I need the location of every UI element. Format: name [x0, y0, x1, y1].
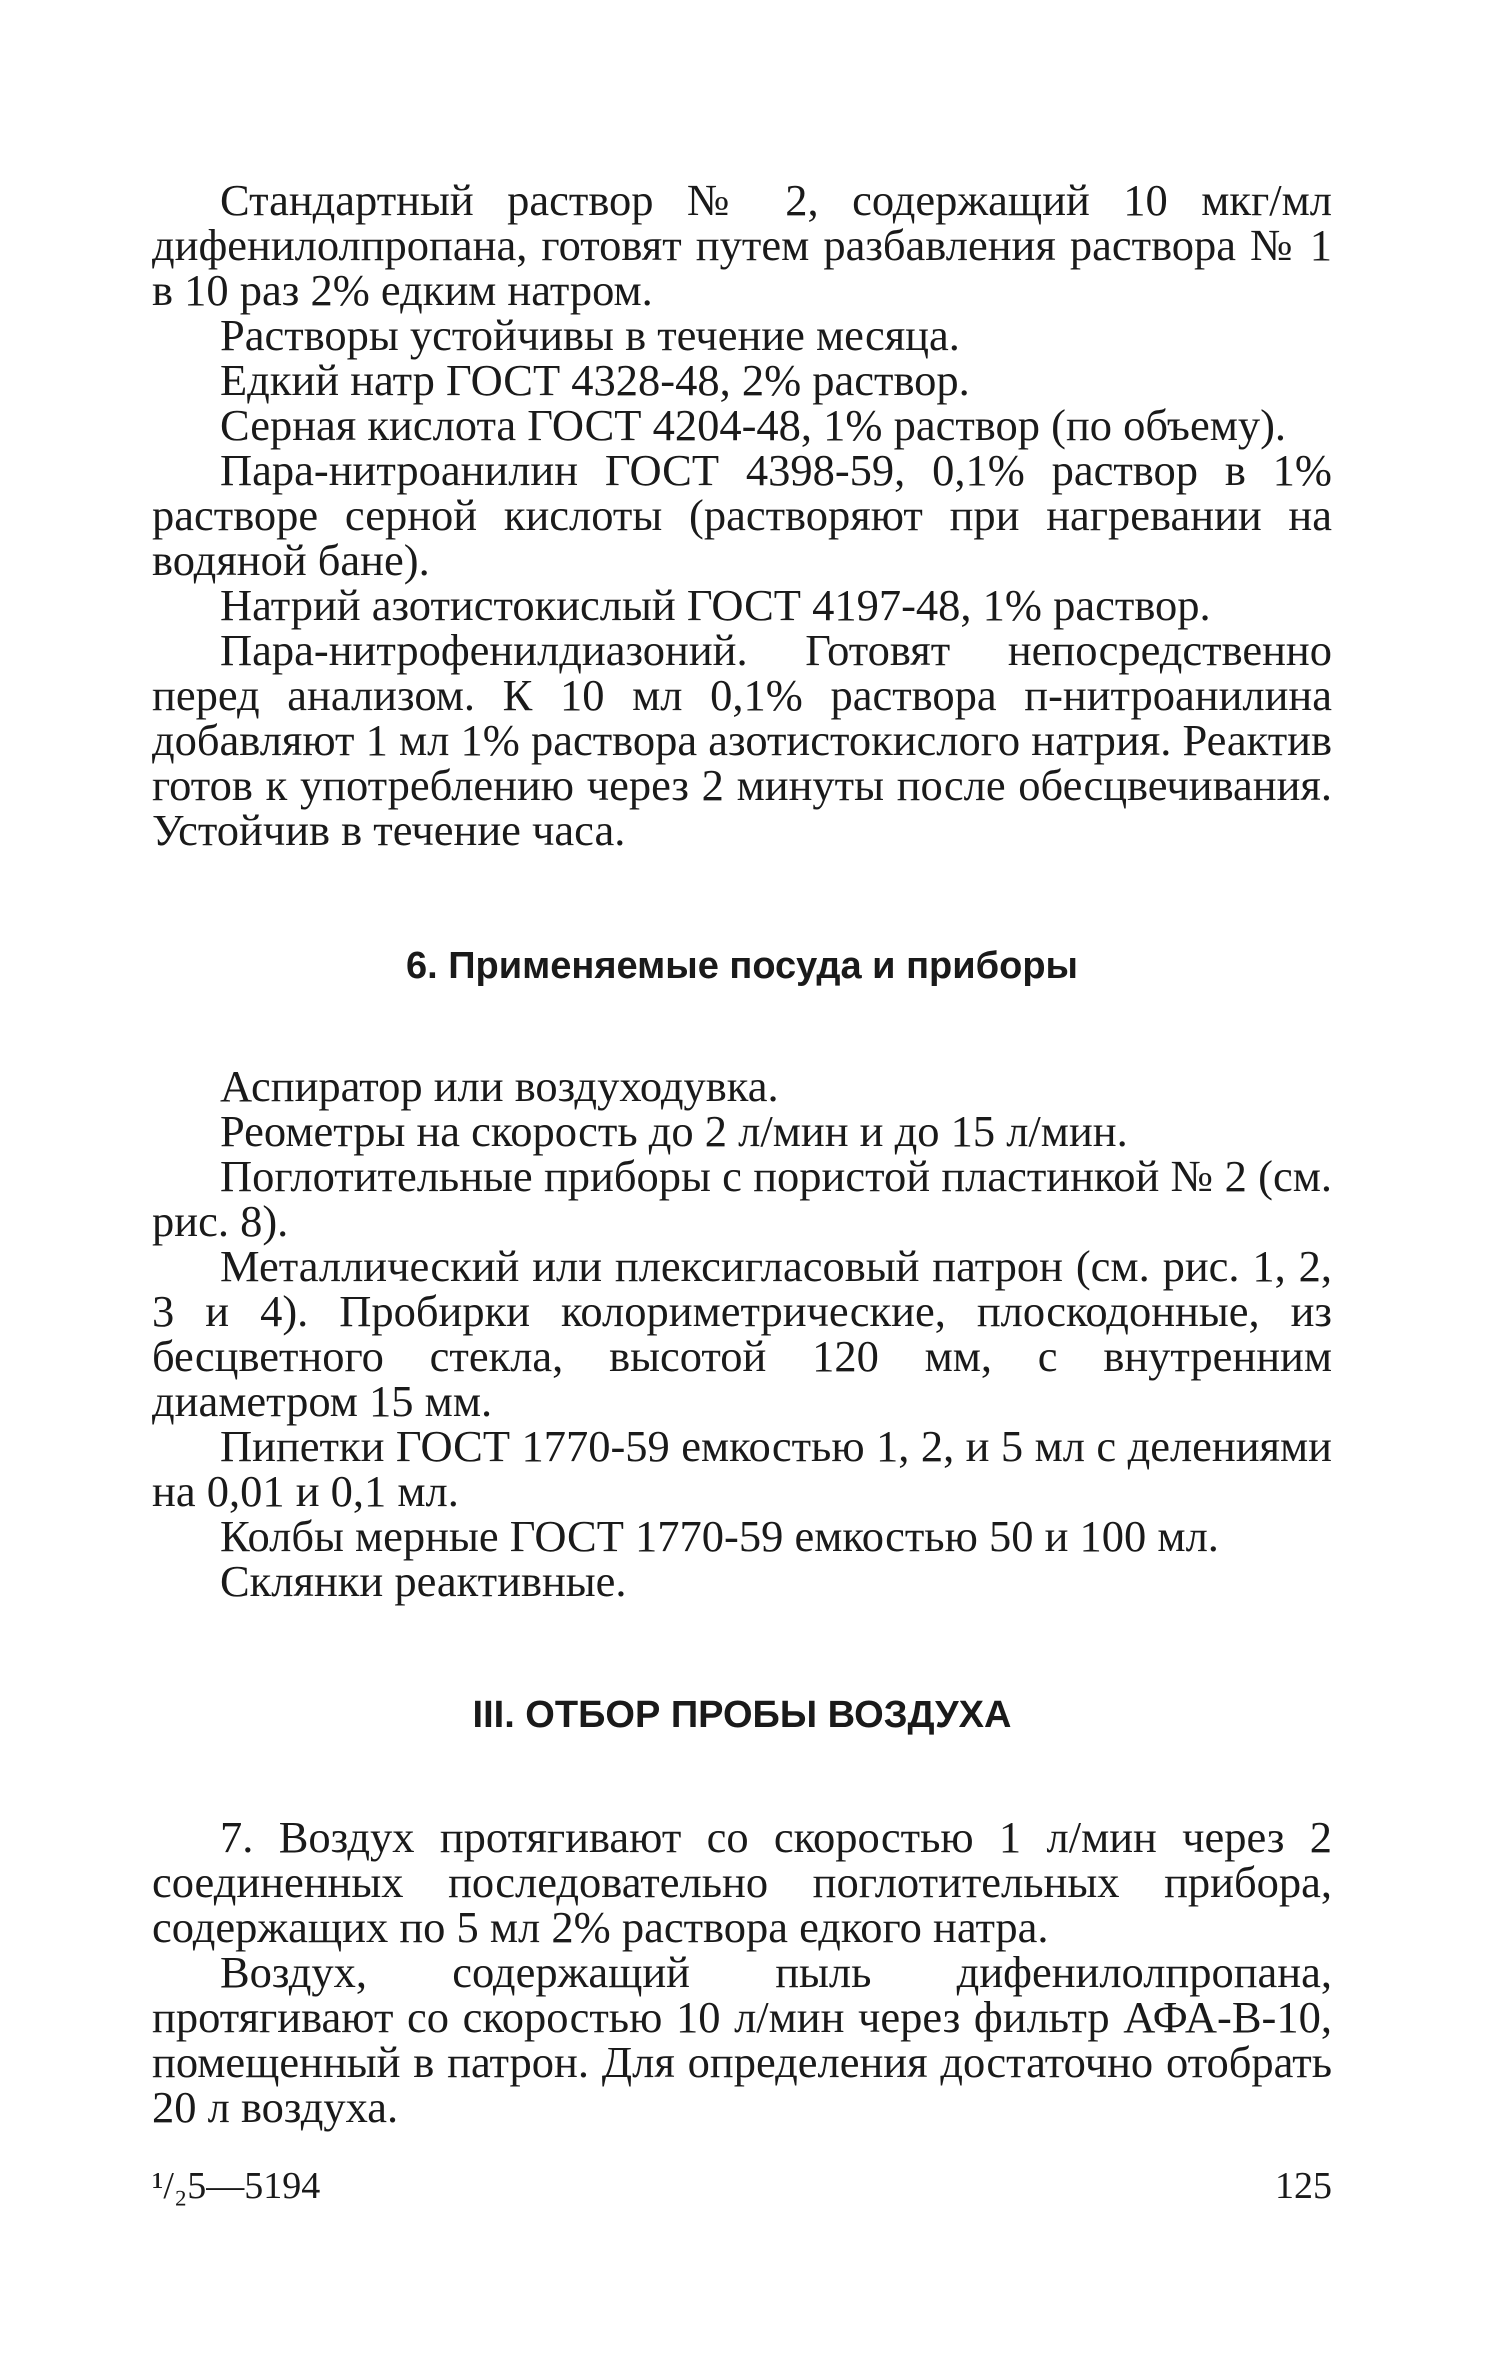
- paragraph: Поглотительные приборы с пористой пластинкой № 2 (см. рис. 8).: [152, 1151, 1332, 1246]
- print-signature: ¹/₂5—5194: [152, 2165, 321, 2207]
- paragraph: Натрий азотистокислый ГОСТ 4197-48, 1% раствор.: [220, 580, 1211, 630]
- paragraph: Аспиратор или воздуходувка.: [220, 1061, 779, 1111]
- page-content: [152, 175, 1332, 2132]
- paragraph: Пара-нитрофенилдиазоний. Готовят непосредственно перед анализом. К 10 мл 0,1% раствора п-нитроанилина добавляют 1 мл 1% раствора азотистокислого натрия. Реактив готов к употреблению через 2 минуты после обесцвечивания. Устойчив в течение часа.: [152, 625, 1332, 855]
- section-title-6: 6. Применяемые посуда и приборы: [406, 945, 1078, 987]
- section-title-iii: III. ОТБОР ПРОБЫ ВОЗДУХА: [472, 1694, 1012, 1736]
- paragraph: Колбы мерные ГОСТ 1770-59 емкостью 50 и 100 мл.: [220, 1511, 1219, 1561]
- paragraph: Металлический или плексигласовый патрон (см. рис. 1, 2, 3 и 4). Пробирки колориметрические, плоскодонные, из бесцветного стекла, высотой 120 мм, с внутренним диаметром 15 мм.: [152, 1241, 1332, 1426]
- paragraph: Воздух, содержащий пыль дифенилолпропана, протягивают со скоростью 10 л/мин через фильтр АФА-В-10, помещенный в патрон. Для определения достаточно отобрать 20 л воздуха.: [152, 1947, 1332, 2132]
- paragraph: Едкий натр ГОСТ 4328-48, 2% раствор.: [220, 355, 970, 405]
- paragraph: 7. Воздух протягивают со скоростью 1 л/мин через 2 соединенных последовательно поглотительных прибора, содержащих по 5 мл 2% раствора едкого натра.: [152, 1812, 1332, 1952]
- page-footer: [152, 2164, 1332, 2208]
- paragraph: Реометры на скорость до 2 л/мин и до 15 л/мин.: [220, 1106, 1128, 1156]
- page-number: 125: [1275, 2165, 1332, 2207]
- paragraph: Серная кислота ГОСТ 4204-48, 1% раствор (по объему).: [220, 400, 1287, 450]
- paragraph: Пипетки ГОСТ 1770-59 емкостью 1, 2, и 5 мл с делениями на 0,01 и 0,1 мл.: [152, 1421, 1332, 1516]
- paragraph: Стандартный раствор № 2, содержащий 10 мкг/мл дифенилолпропана, готовят путем разбавления раствора № 1 в 10 раз 2% едким натром.: [152, 175, 1332, 315]
- paragraph: Пара-нитроанилин ГОСТ 4398-59, 0,1% раствор в 1% растворе серной кислоты (растворяют при нагревании на водяной бане).: [152, 445, 1332, 585]
- paragraph: Растворы устойчивы в течение месяца.: [220, 310, 960, 360]
- paragraph: Склянки реактивные.: [220, 1556, 627, 1606]
